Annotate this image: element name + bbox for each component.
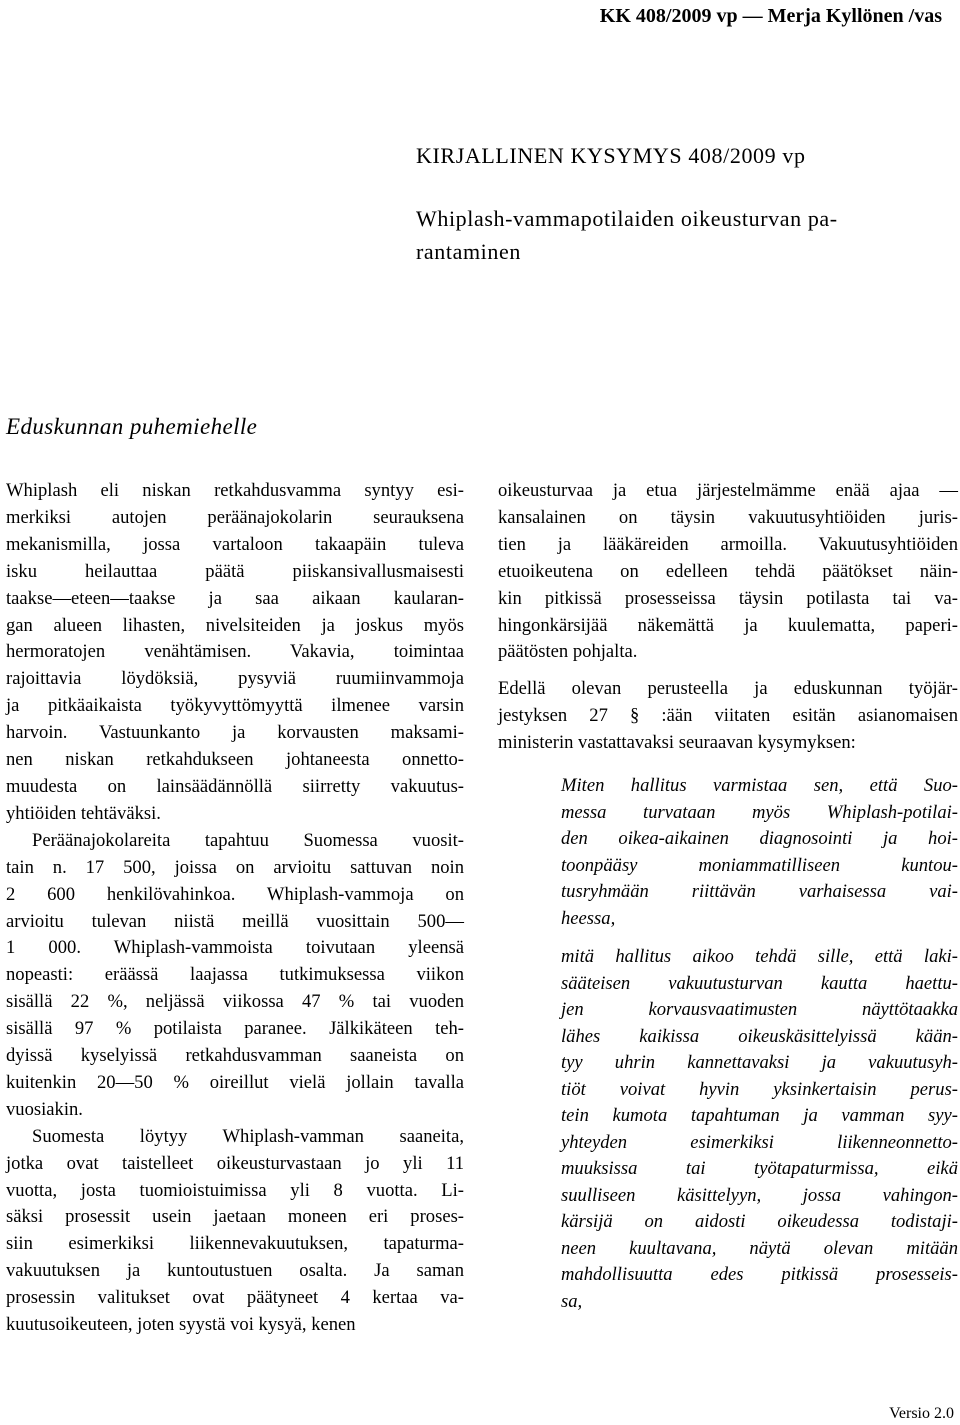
text-line: dyissä kyselyissä retkahdusvamman saaneista on [6, 1045, 464, 1067]
right-column [498, 478, 958, 1315]
text-line: taakse—eteen—taakse ja saa aikaan kaularan- [6, 587, 464, 609]
text-line: Peräänajokolareita tapahtuu Suomessa vuosit- [32, 829, 464, 851]
text-line: Edellä olevan perusteella ja eduskunnan työjär- [498, 678, 958, 700]
text-line: tyy uhrin kannettavaksi ja vakuutusyh- [561, 1052, 958, 1074]
text-line: jotka ovat taistelleet oikeusturvastaan jo yli 11 [6, 1152, 464, 1174]
text-line: tusryhmään riittävän varhaisessa vai- [561, 881, 958, 903]
running-header: KK 408/2009 vp — Merja Kyllönen /vas [599, 5, 942, 27]
text-line: muudesta on lainsäädännöllä siirretty vakuutus- [6, 775, 464, 797]
text-line: kansalainen on täysin vakuutusyhtiöiden juris- [498, 506, 958, 528]
text-line: nopeasti: eräässä laajassa tutkimuksessa viikon [6, 964, 464, 986]
text-line: mekanismilla, jossa vartaloon takaapäin tuleva [6, 533, 464, 555]
text-line: isku heilauttaa päätä piiskansivallusmaisesti [6, 560, 464, 582]
text-line: merkiksi autojen peräänajokolarin seurauksena [6, 506, 464, 528]
text-line: tain n. 17 500, joissa on arvioitu sattuvan noin [6, 856, 464, 878]
text-line: Suomesta löytyy Whiplash-vamman saaneita, [32, 1125, 464, 1147]
subtitle-line: rantaminen [416, 239, 521, 264]
text-line: neen kuultavana, näytä olevan mitään [561, 1237, 958, 1259]
text-line: päätösten pohjalta. [498, 641, 638, 663]
text-line: heessa, [561, 907, 616, 929]
text-line: jestyksen 27 § :ään viitaten esitän asianomaisen [498, 705, 958, 727]
text-line: prosessin valitukset ovat päätyneet 4 kertaa va- [6, 1287, 464, 1309]
left-column [6, 478, 464, 1339]
text-line: mahdollisuutta edes pitkissä prosesseis- [561, 1264, 958, 1286]
text-line: toonpääsy moniammatilliseen kuntou- [561, 854, 958, 876]
text-line: Whiplash eli niskan retkahdusvamma syntyy esi- [6, 480, 464, 501]
text-line: den oikea-aikainen diagnosointi ja hoi- [561, 828, 958, 850]
question-first [561, 773, 958, 932]
text-line: 2 600 henkilövahinkoa. Whiplash-vammoja on [6, 883, 464, 905]
text-line: vuotta, josta tuomioistuimissa yli 8 vuotta. Li- [6, 1179, 464, 1201]
text-line: Miten hallitus varmistaa sen, että Suo- [561, 775, 958, 797]
text-line: oikeusturvaa ja etua järjestelmämme enää ajaa — [498, 480, 958, 501]
text-line: ministerin vastattavaksi seuraavan kysymyksen: [498, 732, 856, 754]
text-line: ja pitkäaikaista työkyvyttömyyttä ilmenee varsin [6, 695, 464, 717]
text-line: messa turvataan myös Whiplash-potilai- [561, 801, 958, 823]
text-line: rajoittavia löydöksiä, pysyviä ruumiinvammoja [6, 668, 464, 690]
text-line: kin pitkissä prosesseissa täysin potilasta tai va- [498, 587, 958, 609]
text-line: jen korvausvaatimusten näyttötaakka [561, 999, 958, 1021]
text-line: mitä hallitus aikoo tehdä sille, että laki- [561, 946, 958, 968]
text-line: arvioitu tulevan niistä meillä vuosittain 500— [6, 910, 464, 932]
text-line: gan alueen lihasten, nivelsiteiden ja joskus myös [6, 614, 464, 636]
text-line: sisällä 97 % potilaista paranee. Jälkikäteen teh- [6, 1018, 464, 1040]
document-title: KIRJALLINEN KYSYMYS 408/2009 vp [416, 143, 806, 168]
text-line: siin esimerkiksi liikennevakuutuksen, tapaturma- [6, 1233, 464, 1255]
text-line: sa, [561, 1290, 583, 1312]
subtitle-line: Whiplash-vammapotilaiden oikeusturvan pa- [416, 206, 838, 231]
text-line: kuutusoikeuteen, joten syystä voi kysyä, kenen [6, 1314, 356, 1336]
text-line: harvoin. Vastuunkanto ja korvausten maksami- [6, 722, 464, 744]
text-line: nen niskan retkahdukseen johtaneesta onnetto- [6, 749, 464, 771]
paragraph-intro [6, 478, 464, 828]
text-line: kuitenkin 20—50 % oireillut vielä jollain tavalla [6, 1071, 464, 1093]
text-line: tein kumota tapahtuman ja vamman syy- [561, 1105, 958, 1127]
text-line: kärsijä on aidosti oikeudessa todistaji- [561, 1211, 958, 1233]
text-line: hingonkärsijää näkemättä ja kuulematta, paperi- [498, 614, 958, 636]
paragraph-question-intro [498, 676, 958, 757]
text-line: tiöt voivat hyvin yksinkertaisin perus- [561, 1078, 958, 1100]
text-line: hermoratojen venähtämisen. Vakavia, toimintaa [6, 641, 464, 663]
document-subtitle [416, 202, 946, 268]
text-line: muuksissa tai työtapaturmissa, eikä [561, 1158, 958, 1180]
version-label: Versio 2.0 [889, 1405, 954, 1422]
text-line: sääteisen vakuutusturvan kautta haettu- [561, 972, 958, 994]
text-line: sisällä 22 %, neljässä viikossa 47 % tai vuoden [6, 991, 464, 1013]
paragraph-statistics [6, 828, 464, 1124]
text-line: suulliseen käsittelyyn, jossa vahingon- [561, 1184, 958, 1206]
text-line: säksi prosessit usein jaetaan moneen eri proses- [6, 1206, 464, 1228]
text-line: vuosiakin. [6, 1098, 83, 1120]
text-line: vakuutuksen ja kuntoutustuen osalta. Ja saman [6, 1260, 464, 1282]
addressee: Eduskunnan puhemiehelle [6, 414, 258, 439]
text-line: etuoikeutena on edelleen tehdä päätökset näin- [498, 560, 958, 582]
paragraph-legal-process [6, 1124, 464, 1339]
text-line: lähes kaikissa oikeuskäsittelyissä kään- [561, 1025, 958, 1047]
paragraph-continuation [498, 478, 958, 666]
text-line: 1 000. Whiplash-vammoista toivutaan yleensä [6, 937, 464, 959]
text-line: tien ja lääkäreiden armoilla. Vakuutusyhtiöiden [498, 533, 958, 555]
question-second [561, 944, 958, 1315]
text-line: yhteyden esimerkiksi liikenneonnetto- [561, 1131, 958, 1153]
text-line: yhtiöiden tehtäväksi. [6, 802, 161, 824]
